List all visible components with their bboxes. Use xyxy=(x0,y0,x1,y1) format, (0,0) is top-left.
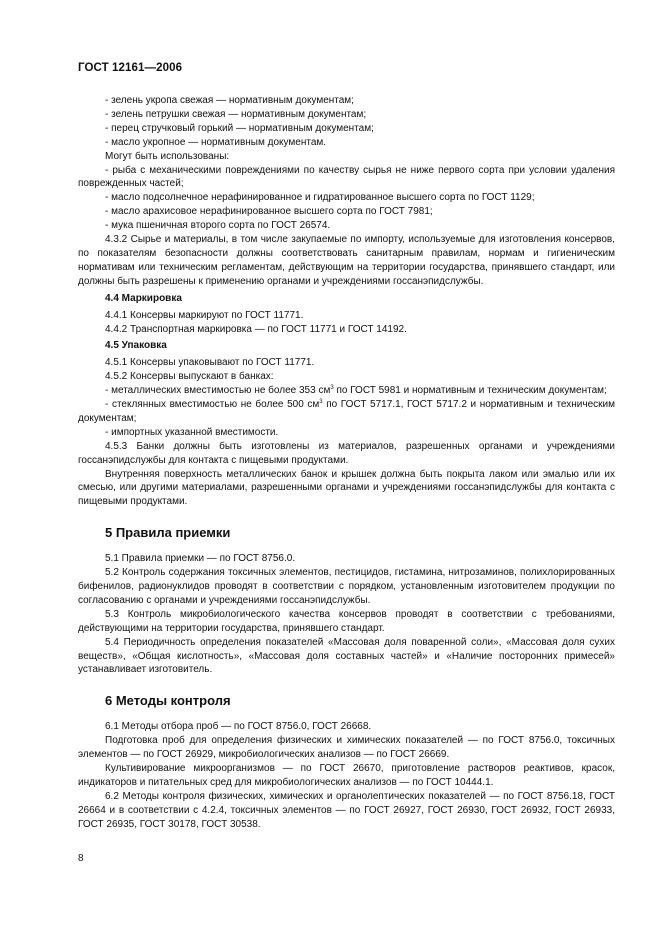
superscript: 3 xyxy=(330,385,334,392)
paragraph-5-4: 5.4 Периодичность определения показателей «Массовая доля поваренной соли», «Массовая доля сухих веществ», «Общая кислотность», «Массовая доля составных частей» и «Наличие посторонних примесей» устанавливает изготовитель. xyxy=(78,636,615,676)
glass-cans-text-cont: по ГОСТ 5717.1, ГОСТ 5717.2 и нормативным и техническим документам; xyxy=(78,399,615,424)
page-number: 8 xyxy=(78,853,84,864)
document-header: ГОСТ 12161—2006 xyxy=(78,62,183,74)
paragraph-cultivation: Культивирование микроорганизмов — по ГОСТ 26670, приготовление растворов реактивов, красок, индикаторов и питательных сред для микробиологических анализов — по ГОСТ 10444.1. xyxy=(78,762,615,788)
paragraph-5-2: 5.2 Контроль содержания токсичных элементов, пестицидов, гистамина, нитрозаминов, полихлорированных бифенилов, радионуклидов проводят в соответствии с порядком, установленным изготовителем продукции по согласованию с органами и учреждениями госсанэпидслужбы. xyxy=(78,567,615,606)
subsection-4-5-heading: 4.5 Упаковка xyxy=(105,340,167,352)
paragraph: Могут быть использованы: xyxy=(105,150,230,162)
paragraph-4-5-1: 4.5.1 Консервы упаковывают по ГОСТ 11771. xyxy=(105,357,315,369)
paragraph-6-2: 6.2 Методы контроля физических, химических и органолептических показателей — по ГОСТ 8756.18, ГОСТ 26664 и в соответствии с 4.2.4, токсичных элементов — по ГОСТ 26927, ГОСТ 26930, ГОСТ 26932, ГОСТ 26933, ГОСТ 26935, ГОСТ 30178, ГОСТ 30538. xyxy=(78,790,615,830)
paragraph-4-4-2: 4.4.2 Транспортная маркировка — по ГОСТ 11771 и ГОСТ 14192. xyxy=(105,323,407,335)
subsection-4-4-heading: 4.4 Маркировка xyxy=(105,292,182,304)
paragraph-5-3: 5.3 Контроль микробиологического качества консервов проводят в соответствии с требованиями, действующими на территории государства, принявшего стандарт. xyxy=(78,608,615,634)
paragraph-4-4-1: 4.4.1 Консервы маркируют по ГОСТ 11771. xyxy=(105,309,304,321)
list-item: - мука пшеничная второго сорта по ГОСТ 26574. xyxy=(105,220,331,232)
metal-cans-text: - металлических вместимостью не более 353 см xyxy=(105,385,331,397)
list-item-glass-cans xyxy=(78,398,615,426)
list-item: - масло арахисовое нерафинированное высшего сорта по ГОСТ 7981; xyxy=(105,206,433,218)
paragraph-4-3-2: 4.3.2 Сырье и материалы, в том числе закупаемые по импорту, используемые для изготовления консервов, по показателям безопасности должны соответствовать санитарным правилам, нормам и гигиеническим нормативам или техническим регламентам, действующим на территории государства, принявшего стандарт, или должны быть разрешены к применению органами и учреждениями госсанэпидслужбы. xyxy=(78,234,615,287)
list-item: - масло подсолнечное нерафинированное и гидратированное высшего сорта по ГОСТ 1129; xyxy=(105,192,535,204)
metal-cans-text-cont: по ГОСТ 5981 и нормативным и техническим документам; xyxy=(333,385,607,397)
paragraph-sample-prep: Подготовка проб для определения физических и химических показателей — по ГОСТ 8756.0, токсичных элементов — по ГОСТ 26929, микробиологических анализов — по ГОСТ 26669. xyxy=(78,735,615,761)
document-body xyxy=(78,94,615,832)
list-item: - зелень укропа свежая — нормативным документам; xyxy=(105,95,354,106)
list-item: - перец стручковый горький — нормативным документам; xyxy=(105,122,374,134)
paragraph-inner-surface: Внутренняя поверхность металлических банок и крышек должна быть покрыта лаком или эмалью или их смесью, или другими материалами, разрешенными органами и учреждениями госсанэпидслужбы для контакта с пищевыми продуктами. xyxy=(78,468,615,508)
list-item: - зелень петрушки свежая — нормативным документам; xyxy=(105,108,367,120)
list-item: - масло укропное — нормативным документам. xyxy=(105,136,327,148)
glass-cans-text: - стеклянных вместимостью не более 500 см xyxy=(105,399,320,411)
superscript: 3 xyxy=(319,399,323,406)
paragraph-6-1: 6.1 Методы отбора проб — по ГОСТ 8756.0, ГОСТ 26668. xyxy=(105,721,372,733)
section-5-heading: 5 Правила приемки xyxy=(105,525,231,541)
list-item: - рыба с механическими повреждениями по качеству сырья не ниже первого сорта при условии удаления поврежденных частей; xyxy=(78,164,615,190)
paragraph-4-5-2: 4.5.2 Консервы выпускают в банках: xyxy=(105,371,274,383)
paragraph-5-1: 5.1 Правила приемки — по ГОСТ 8756.0. xyxy=(105,553,296,565)
list-item-imported: - импортных указанной вместимости. xyxy=(105,426,279,438)
section-6-heading: 6 Методы контроля xyxy=(105,693,231,709)
list-item-metal-cans xyxy=(78,384,615,398)
paragraph-4-5-3: 4.5.3 Банки должны быть изготовлены из материалов, разрешенных органами и учреждениями госсанэпидслужбы для контакта с пищевыми продуктами. xyxy=(78,440,615,466)
